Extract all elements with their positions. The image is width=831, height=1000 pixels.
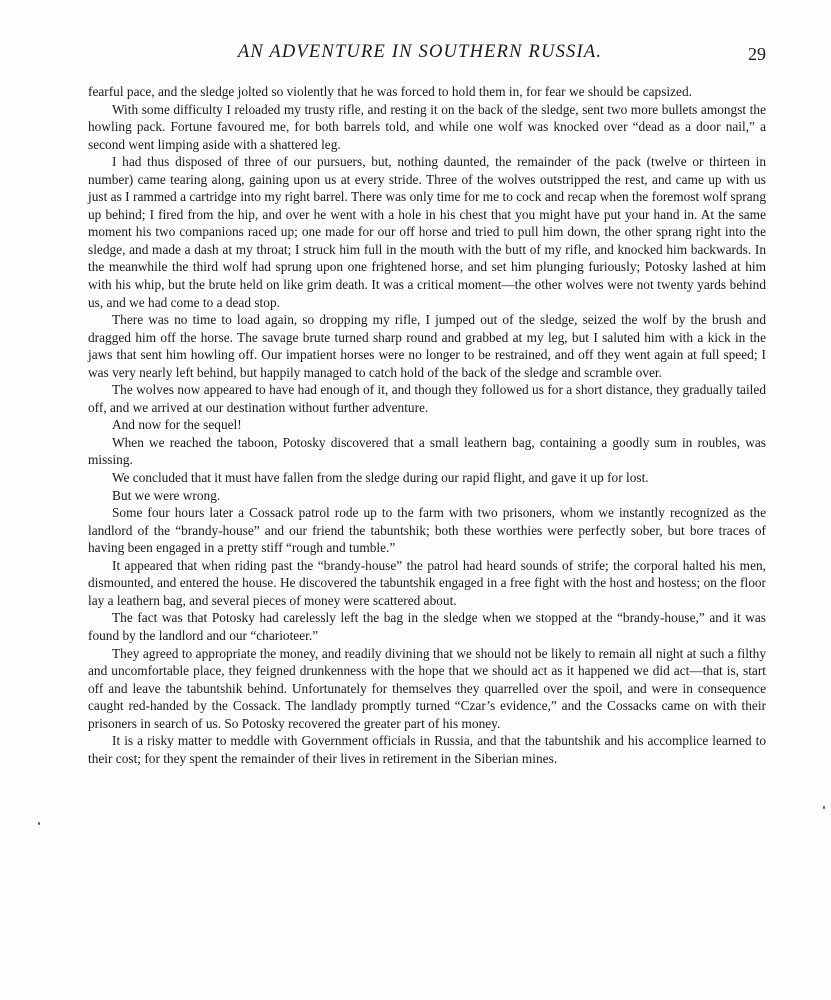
paragraph: With some difficulty I reloaded my trusty rifle, and resting it on the back of the sledge, sent two more bullets amongst the howling pack. Fortune favoured me, for both barrels told, and while one wolf was knocked over “dead as a door nail,” a second went limping aside with a shattered leg. bbox=[88, 101, 766, 152]
paper-speck bbox=[38, 822, 40, 825]
running-title: AN ADVENTURE IN SOUTHERN RUSSIA. bbox=[237, 42, 603, 62]
paragraph: fearful pace, and the sledge jolted so violently that he was forced to hold them in, for fear we should be capsized. bbox=[88, 84, 692, 99]
paragraph: They agreed to appropriate the money, and readily divining that we should not be likely to remain all night at such a filthy and uncomfortable place, they feigned drunkenness with the hope that we should act as it happened we did act—that is, start off and leave the tabuntshik behind. Unfortunately for themselves they quarrelled over the spoil, and were in consequence caught red-handed by the Cossack. The landlady promptly turned “Czar’s evidence,” and the Cossacks came on with their prisoners in search of us. So Potosky recovered the greater part of his money. bbox=[88, 645, 766, 731]
paragraph: Some four hours later a Cossack patrol rode up to the farm with two prisoners, whom we instantly recognized as the landlord of the “brandy-house” and our friend the tabuntshik; both these worthies were perfectly sober, but bore traces of having been engaged in a pretty stiff “rough and tumble.” bbox=[88, 505, 766, 556]
paper-speck bbox=[823, 806, 825, 809]
paragraph: It appeared that when riding past the “brandy-house” the patrol had heard sounds of strife; the corporal halted his men, dismounted, and entered the house. He discovered the tabuntshik engaged in a free fight with the host and hostess; on the floor lay a leathern bag, and several pieces of money were scattered about. bbox=[88, 557, 766, 608]
paragraph: The wolves now appeared to have had enough of it, and though they followed us for a short distance, they gradually tailed off, and we arrived at our destination without further adventure. bbox=[88, 382, 766, 415]
page-number: 29 bbox=[748, 44, 766, 64]
paragraph: When we reached the taboon, Potosky discovered that a small leathern bag, containing a goodly sum in roubles, was missing. bbox=[88, 434, 766, 468]
paragraph: The fact was that Potosky had carelessly left the bag in the sledge when we stopped at the “brandy-house,” and it was found by the landlord and our “charioteer.” bbox=[88, 610, 766, 643]
body-text bbox=[88, 83, 766, 767]
running-head bbox=[70, 42, 770, 66]
paragraph: There was no time to load again, so dropping my rifle, I jumped out of the sledge, seized the wolf by the brush and dragged him off the horse. The savage brute turned sharp round and grabbed at my leg, but I saluted him with a kick in the jaws that sent him howling off. Our impatient horses were no longer to be restrained, and off they went again at full speed; I was very nearly left behind, but happily managed to catch hold of the back of the sledge and scramble over. bbox=[88, 312, 766, 380]
paragraph: But we were wrong. bbox=[112, 487, 221, 503]
paragraph: It is a risky matter to meddle with Government officials in Russia, and that the tabuntshik and his accomplice learned to their cost; for they spent the remainder of their lives in retirement in the Siberian mines. bbox=[88, 733, 766, 766]
paragraph: We concluded that it must have fallen from the sledge during our rapid flight, and gave it up for lost. bbox=[112, 470, 649, 486]
paragraph: I had thus disposed of three of our pursuers, but, nothing daunted, the remainder of the pack (twelve or thirteen in number) came tearing along, gaining upon us at every stride. Three of the wolves outstripped the rest, and came up with us just as I rammed a cartridge into my right barrel. There was only time for me to cock and recap when the foremost wolf sprang up behind; I fired from the hip, and over he went with a hole in his chest that you might have put your hand in. At the same moment his two companions raced up; one made for our off horse and tried to pull him down, the other sprang right into the sledge, and made a dash at my throat; I struck him full in the mouth with the butt of my rifle, and knocked him backwards. In the meanwhile the third wolf had sprung upon one frightened horse, and set him plunging furiously; Potosky lashed at him with his whip, but the brute held on like grim death. It was a critical moment—the other wolves were not twenty yards behind us, and we had come to a dead stop. bbox=[88, 154, 766, 310]
paragraph: And now for the sequel! bbox=[112, 417, 242, 433]
